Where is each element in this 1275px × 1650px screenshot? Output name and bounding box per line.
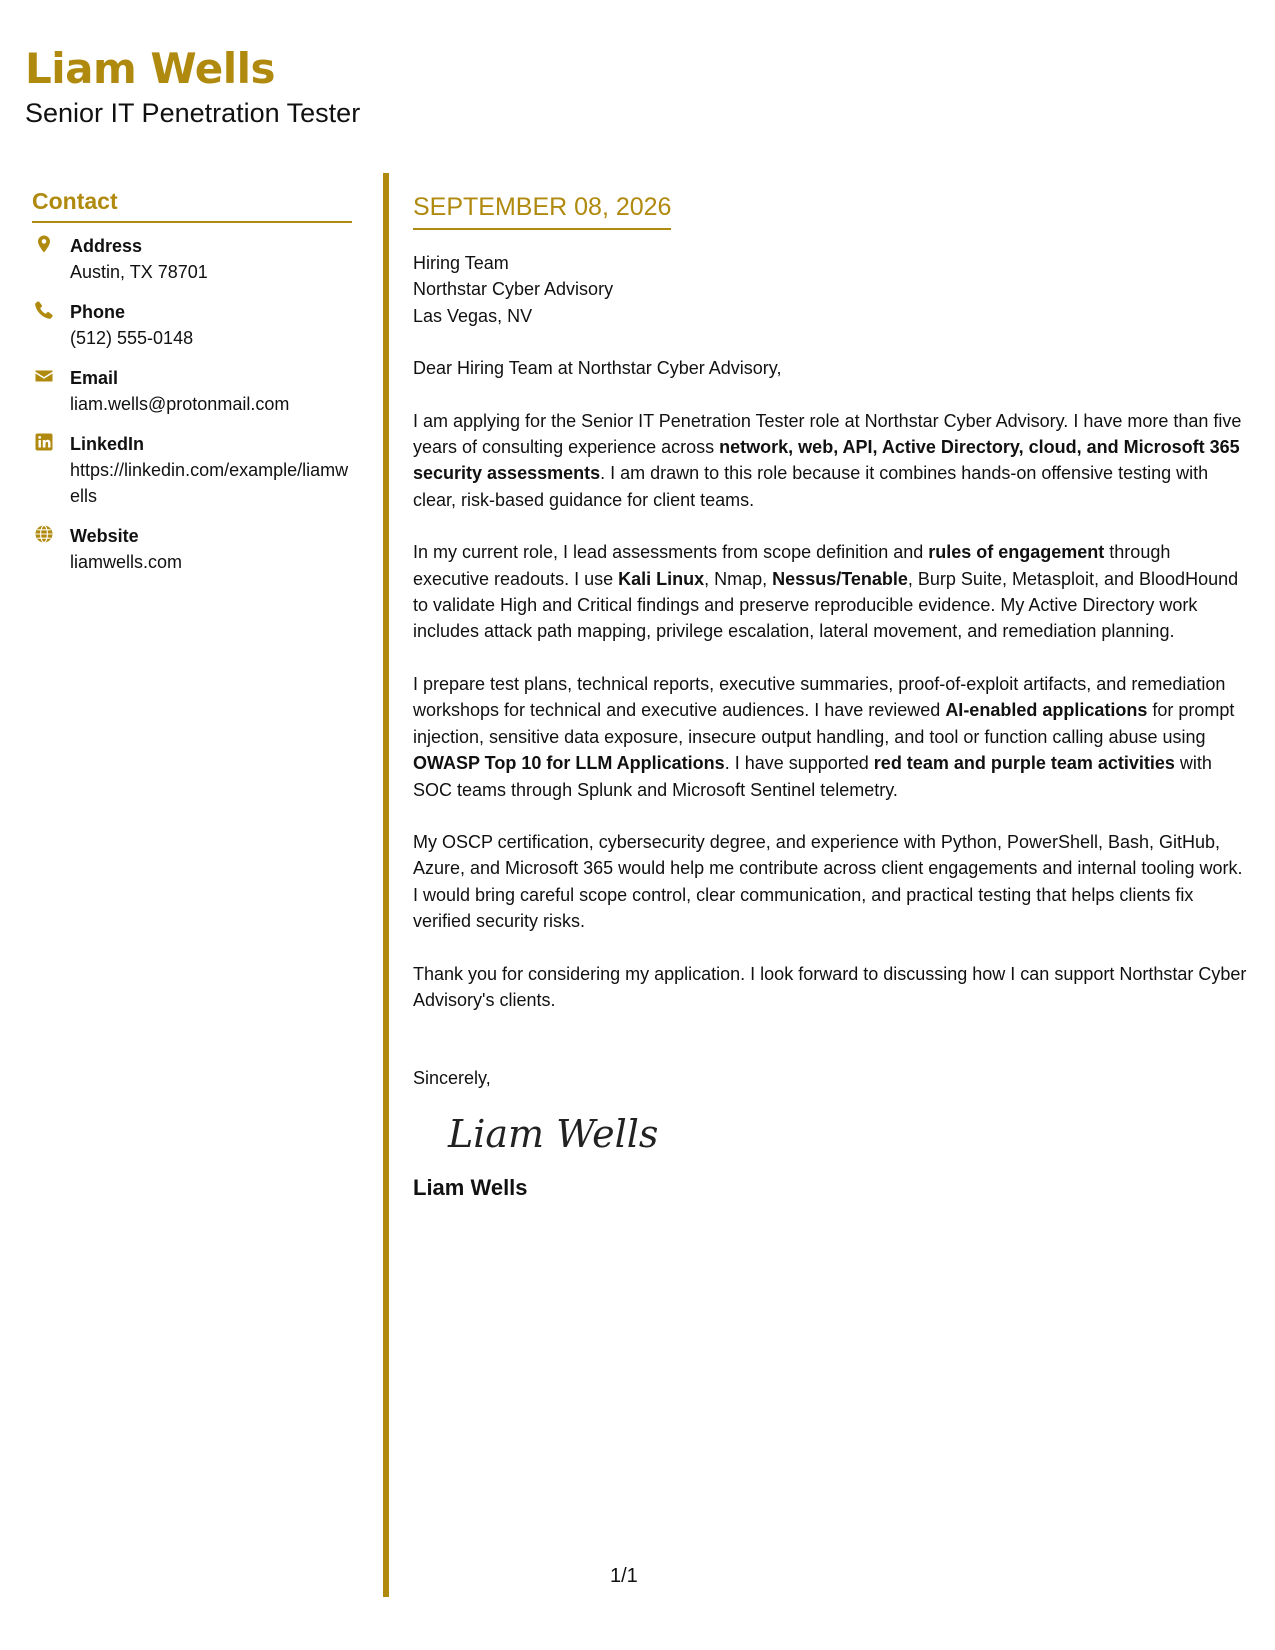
- emphasized-text: AI-enabled applications: [945, 700, 1148, 721]
- contact-sidebar: [32, 188, 352, 589]
- candidate-name: Liam Wells: [25, 44, 275, 93]
- paragraph-text: . I am drawn to this role because it combines hands-on offensive testing with clear, risk-based guidance for client teams.: [413, 463, 1209, 510]
- globe-icon: [34, 524, 54, 544]
- contact-heading: Contact: [32, 188, 352, 223]
- salutation: Dear Hiring Team at Northstar Cyber Advisory,: [413, 358, 782, 379]
- paragraph-text: through executive readouts. I use: [413, 542, 1171, 589]
- letter-paragraph: [413, 539, 1248, 645]
- paragraph-text: I prepare test plans, technical reports, executive summaries, proof-of-exploit artifacts, and remediation workshops for technical and executive audiences. I have reviewed: [413, 673, 1226, 721]
- paragraph-text: , Burp Suite, Metasploit, and BloodHound to validate High and Critical findings and preserve reproducible evidence. My Active Directory work includes attack path mapping, privilege escalation, lateral movement, and remediation planning.: [413, 568, 1239, 642]
- contact-item-website: [32, 523, 352, 575]
- column-divider: [383, 173, 389, 1597]
- email-value[interactable]: liam.wells@protonmail.com: [70, 394, 290, 414]
- letter-date: SEPTEMBER 08, 2026: [413, 192, 671, 230]
- contact-item-phone: [32, 299, 352, 351]
- cover-letter: [413, 192, 1248, 1202]
- linkedin-icon: [34, 432, 54, 452]
- emphasized-text: Nessus/Tenable: [772, 568, 908, 589]
- letter-paragraph: [413, 829, 1248, 935]
- map-pin-icon: [34, 234, 54, 254]
- paragraph-text: I am applying for the Senior IT Penetration Tester role at Northstar Cyber Advisory. I have more than five years of consulting experience across: [413, 410, 1242, 458]
- contact-item-linkedin: [32, 431, 352, 509]
- paragraph-text: with SOC teams through Splunk and Microsoft Sentinel telemetry.: [413, 753, 1212, 800]
- letter-paragraph: [413, 671, 1248, 803]
- phone-icon: [34, 300, 54, 320]
- contact-item-email: [32, 365, 352, 417]
- website-label: Website: [70, 526, 139, 546]
- address-value: Austin, TX 78701: [70, 262, 208, 282]
- phone-value[interactable]: (512) 555-0148: [70, 328, 194, 348]
- recipient-line: Hiring Team: [413, 253, 509, 273]
- letter-paragraph: [413, 961, 1248, 1014]
- recipient-line: Las Vegas, NV: [413, 305, 533, 326]
- signature-image: Liam Wells: [448, 1111, 659, 1156]
- contact-item-address: [32, 233, 352, 285]
- paragraph-text: . I have supported: [724, 753, 874, 774]
- page-number: 1/1: [610, 1565, 638, 1587]
- recipient-block: [413, 250, 1248, 329]
- emphasized-text: network, web, API, Active Directory, cloud, and Microsoft 365 security assessments: [413, 437, 1240, 484]
- paragraph-text: , Nmap,: [704, 568, 773, 589]
- contact-list: [32, 233, 352, 575]
- job-title: Senior IT Penetration Tester: [25, 98, 361, 128]
- emphasized-text: OWASP Top 10 for LLM Applications: [413, 753, 725, 774]
- paragraph-text: My OSCP certification, cybersecurity degree, and experience with Python, PowerShell, Bash, GitHub, Azure, and Microsoft 365 would help me contribute across client engagements and internal tooling work. I would bring careful scope control, clear communication, and practical testing that helps clients fix verified security risks.: [413, 831, 1243, 932]
- paragraph-text: Thank you for considering my application. I look forward to discussing how I can support Northstar Cyber Advisory's clients.: [413, 963, 1247, 1010]
- emphasized-text: rules of engagement: [928, 542, 1105, 563]
- paragraph-text: for prompt injection, sensitive data exposure, insecure output handling, and tool or function calling abuse using: [413, 700, 1235, 747]
- website-value[interactable]: liamwells.com: [70, 552, 183, 572]
- emphasized-text: red team and purple team activities: [873, 753, 1175, 774]
- envelope-icon: [34, 366, 54, 386]
- paragraph-text: In my current role, I lead assessments from scope definition and: [413, 542, 929, 563]
- signed-name: Liam Wells: [413, 1175, 528, 1201]
- recipient-line: Northstar Cyber Advisory: [413, 279, 614, 300]
- email-label: Email: [70, 368, 119, 388]
- linkedin-value[interactable]: https://linkedin.com/example/liamwells: [70, 460, 349, 506]
- phone-label: Phone: [70, 302, 126, 322]
- address-label: Address: [70, 236, 143, 256]
- letter-body: [413, 408, 1248, 1014]
- linkedin-label: LinkedIn: [70, 434, 145, 454]
- emphasized-text: Kali Linux: [618, 568, 705, 589]
- closing: Sincerely,: [413, 1068, 491, 1089]
- letter-paragraph: [413, 408, 1248, 514]
